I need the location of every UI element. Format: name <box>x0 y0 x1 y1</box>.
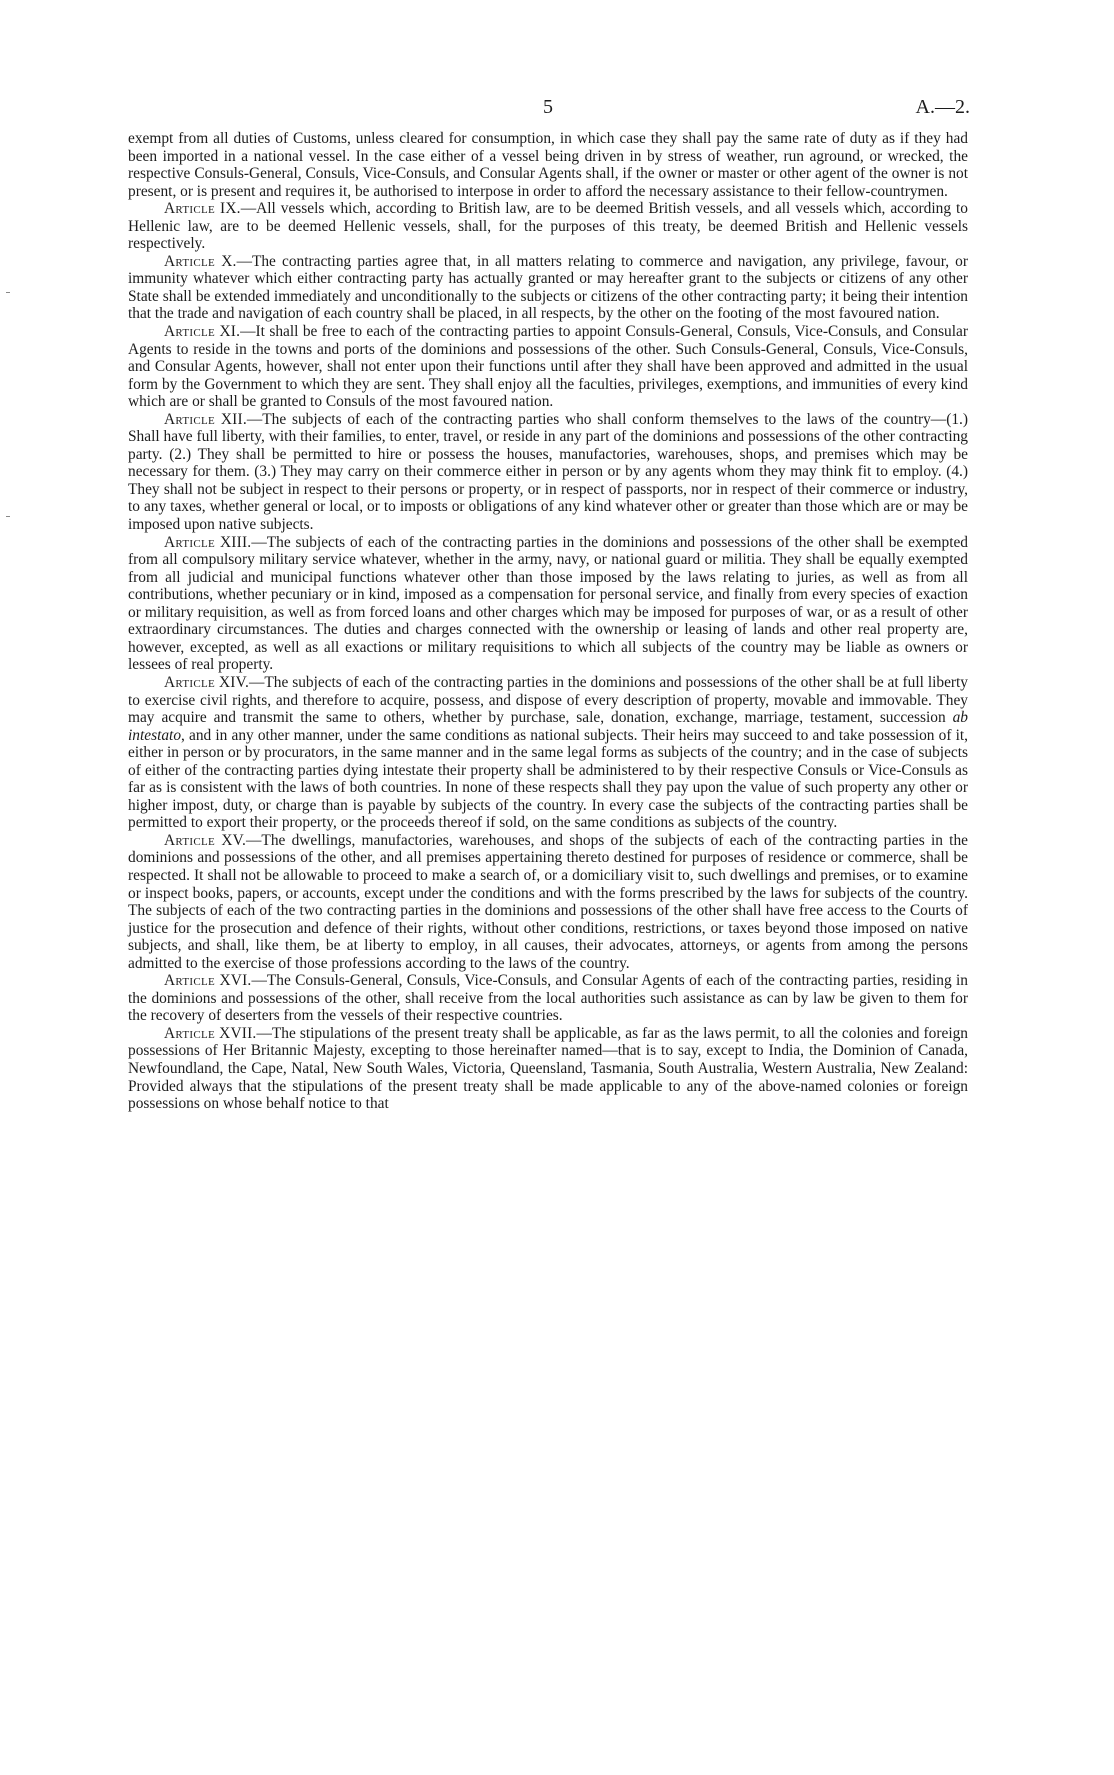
margin-mark <box>6 516 10 517</box>
article-number: XVII. <box>219 1024 257 1042</box>
article-number: IX. <box>220 200 241 218</box>
article-xiv <box>128 674 968 832</box>
article-xvi <box>128 972 968 1025</box>
page-header <box>128 96 968 130</box>
article-ix <box>128 200 968 253</box>
article-number: X. <box>221 252 237 270</box>
document-body <box>128 130 968 1113</box>
article-label: Article <box>164 200 216 218</box>
article-label: Article <box>164 972 216 990</box>
article-xv <box>128 832 968 972</box>
page-number: 5 <box>543 96 553 118</box>
article-text: —The subjects of each of the contracting parties who shall conform themselves to the laws of the country—(1.) Shall have full liberty, with their families, to enter, travel, or reside in any part of the dominions and possessions of the other contracting party. (2.) They shall be permitted to hire or possess the houses, manufactories, warehouses, shops, and premises which may be necessary for them. (3.) They may carry on their commerce either in person or by any agents whom they may think fit to employ. (4.) They shall not be subject in respect to their persons or property, or in respect of passports, nor in respect of their commerce or industry, to any taxes, whether general or local, or to imposts or obligations of any kind whatever other or greater than those which are or may be imposed upon native subjects. <box>128 410 968 534</box>
article-x <box>128 253 968 323</box>
article-xvii <box>128 1025 968 1113</box>
article-text: —The subjects of each of the contracting parties in the dominions and possessions of the other shall be exempted from all compulsory military service whatever, whether in the army, navy, or national guard or militia. They shall be equally exempted from all judicial and municipal functions whatever other than those imposed by the laws relating to juries, as well as from all contributions, whether pecuniary or in kind, imposed as a compensation for personal service, and finally from every species of exaction or military requisition, as well as from forced loans and other charges which may be imposed for purposes of war, or as a result of other extraordinary circumstances. The duties and charges connected with the ownership or leasing of lands and other real property are, however, excepted, as well as all exactions or military requisitions to which all subjects of the country may be liable as owners or lessees of real property. <box>128 533 968 674</box>
article-number: XV. <box>221 831 247 849</box>
article-text: —The dwellings, manufactories, warehouses, and shops of the subjects of each of the contracting parties in the dominions and possessions of the other, and all premises appertaining thereto destined for purposes of residence or commerce, shall be respected. It shall not be allowable to proceed to make a search of, or a domiciliary visit to, such dwellings and premises, or to examine or inspect books, papers, or accounts, except under the conditions and with the forms prescribed by the laws for subjects of the country. The subjects of each of the two contracting parties in the dominions and possessions of the other shall have free access to the Courts of justice for the prosecution and defence of their rights, without other conditions, restrictions, or taxes beyond those imposed on native subjects, and shall, like them, be at liberty to employ, in all causes, their advocates, attorneys, or agents from among the persons admitted to the exercise of those professions according to the laws of the country. <box>128 831 968 972</box>
article-label: Article <box>164 1024 216 1042</box>
article-xi <box>128 323 968 411</box>
article-text: —The contracting parties agree that, in all matters relating to commerce and navigation, any privilege, favour, or immunity whatever which either contracting party has actually granted or may hereafter grant to the subjects or citizens of any other State shall be extended immediately and unconditionally to the subjects or citizens of the other contracting party; it being their intention that the trade and navigation of each country shall be placed, in all respects, by the other on the footing of the most favoured nation. <box>128 252 968 323</box>
document-page <box>128 96 968 1113</box>
article-label: Article <box>164 673 216 691</box>
article-label: Article <box>164 533 216 551</box>
document-reference: A.—2. <box>915 96 970 118</box>
article-number: XIII. <box>219 533 252 551</box>
opening-paragraph: exempt from all duties of Customs, unless cleared for consumption, in which case they shall pay the same rate of duty as if they had been imported in a national vessel. In the case either of a vessel being driven in by stress of weather, run aground, or wrecked, the respective Consuls-General, Consuls, Vice-Consuls, and Consular Agents shall, if the owner or master or other agent of the owner is not present, or is present and requires it, be authorised to interpose in order to afford the necessary assistance to their fellow-countrymen. <box>128 130 968 200</box>
article-text: —It shall be free to each of the contracting parties to appoint Consuls-General, Consuls, Vice-Consuls, and Consular Agents to reside in the towns and ports of the dominions and possessions of the other. Such Consuls-General, Consuls, Vice-Consuls, and Consular Agents, however, shall not enter upon their functions until after they shall have been approved and admitted in the usual form by the Government to which they are sent. They shall enjoy all the faculties, privileges, exemptions, and immunities of every kind which are or shall be granted to Consuls of the most favoured nation. <box>128 323 968 411</box>
margin-mark <box>6 292 10 293</box>
article-text-italic: ab intestato <box>128 709 968 744</box>
article-number: XVI. <box>219 972 252 990</box>
article-number: XII. <box>220 410 247 428</box>
article-xiii <box>128 534 968 674</box>
article-number: XIV. <box>218 673 249 691</box>
article-xii <box>128 411 968 534</box>
article-text: —The Consuls-General, Consuls, Vice-Consuls, and Consular Agents of each of the contracting parties, residing in the dominions and possessions of the other, shall receive from the local authorities such assistance as can by law be given to them for the recovery of deserters from the vessels of their respective countries. <box>128 972 968 1025</box>
article-label: Article <box>164 323 216 341</box>
article-label: Article <box>164 252 216 270</box>
article-number: XI. <box>219 323 241 341</box>
article-text: —The stipulations of the present treaty shall be applicable, as far as the laws permit, to all the colonies and foreign possessions of Her Britannic Majesty, excepting to those hereinafter named—that is to say, except to India, the Dominion of Canada, Newfoundland, the Cape, Natal, New South Wales, Victoria, Queensland, Tasmania, South Australia, Western Australia, New Zealand: Provided always that the stipulations of the present treaty shall be made applicable to any of the above-named colonies or foreign possessions on whose behalf notice to that <box>128 1024 968 1113</box>
article-text: —The subjects of each of the contracting parties in the dominions and possessions of the other shall be at full liberty to exercise civil rights, and therefore to acquire, possess, and dispose of every description of property, movable and immovable. They may acquire and transmit the same to others, whether by purchase, sale, donation, exchange, marriage, testament, succession <box>128 673 968 727</box>
article-text: —All vessels which, according to British law, are to be deemed British vessels, and all vessels which, according to Hellenic law, are to be deemed Hellenic vessels, shall, for the purposes of this treaty, be deemed British and Hellenic vessels respectively. <box>128 200 968 253</box>
article-label: Article <box>164 410 216 428</box>
article-label: Article <box>164 831 216 849</box>
article-text: , and in any other manner, under the same conditions as national subjects. Their heirs may succeed to and take possession of it, either in person or by procurators, in the same manner and in the same legal forms as subjects of the country; and in the case of subjects of either of the contracting parties dying intestate their property shall be administered to by their respective Consuls or Vice-Consuls as far as is consistent with the laws of both countries. In none of these respects shall they pay upon the value of such property any other or higher impost, duty, or charge than is payable by subjects of the country. In every case the subjects of the contracting parties shall be permitted to export their property, or the proceeds thereof if sold, on the same conditions as subjects of the country. <box>128 726 968 832</box>
